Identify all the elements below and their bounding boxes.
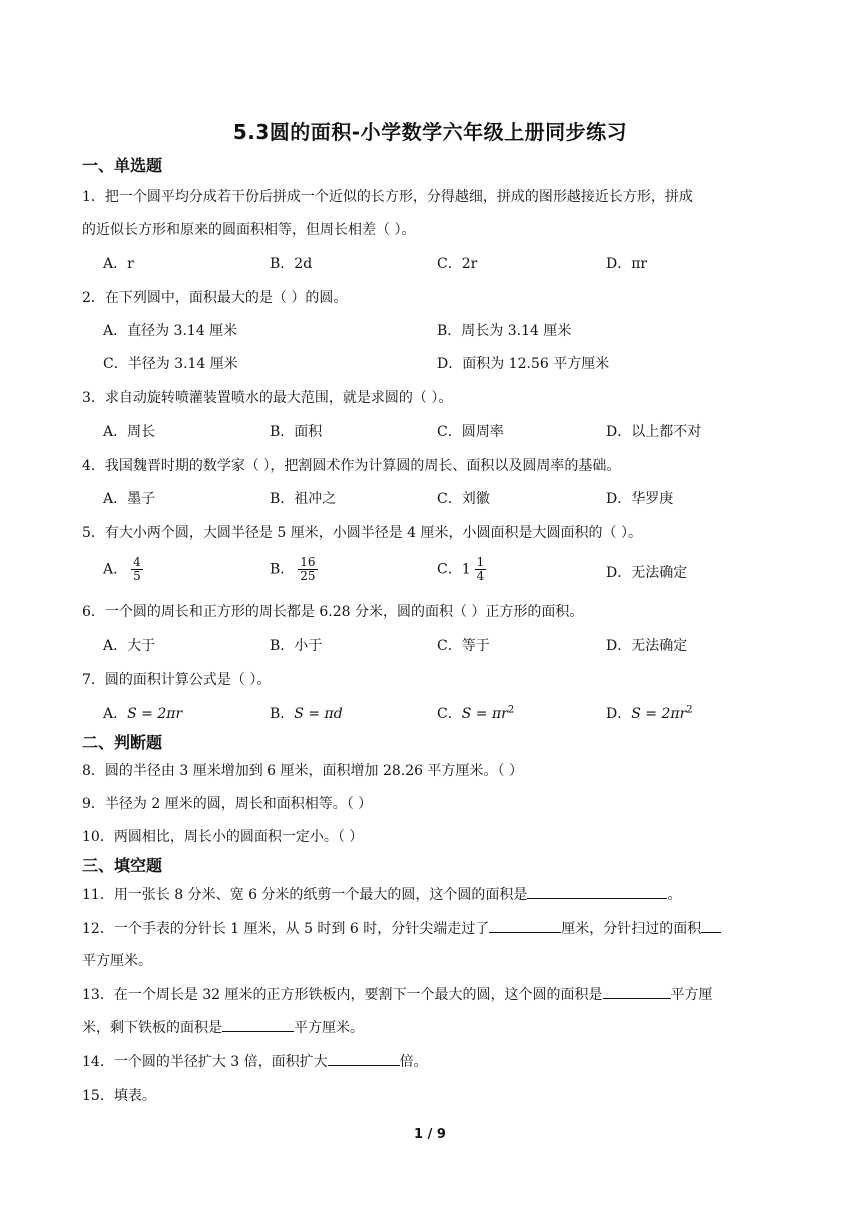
question-1-option-d: D．πr: [606, 256, 648, 272]
answer-blank[interactable]: [328, 1051, 400, 1066]
question-14-end: 倍。: [399, 1054, 428, 1070]
question-6-option-a: A．大于: [103, 638, 156, 654]
section-heading-single-choice: 一、单选题: [82, 156, 163, 175]
fraction-denominator: 4: [476, 569, 485, 583]
question-11-end: 。: [667, 887, 682, 903]
question-13-text: 13．在一个周长是 32 厘米的正方形铁板内，要割下一个最大的圆，这个圆的面积是: [82, 987, 603, 1003]
fraction: [475, 556, 487, 583]
question-13-unit: 平方厘: [670, 987, 713, 1003]
fraction-denominator: 5: [133, 569, 141, 583]
section-heading-true-false: 二、判断题: [82, 733, 163, 752]
question-2-option-b: B．周长为 3.14 厘米: [437, 323, 572, 339]
question-7-option-d: [606, 703, 693, 723]
question-14: [82, 1051, 782, 1071]
question-13-end: 平方厘米。: [294, 1020, 364, 1036]
answer-blank[interactable]: [222, 1017, 294, 1032]
question-6-option-d: D．无法确定: [606, 638, 688, 654]
question-7-option-b: [270, 703, 343, 723]
option-c-label: C．: [437, 706, 462, 722]
question-5-option-b: [270, 556, 318, 583]
question-2-line-1: 2．在下列圆中，面积最大的是（ ）的圆。: [82, 290, 348, 306]
question-7-line-1: 7．圆的面积计算公式是（ ）。: [82, 672, 271, 688]
question-2-option-a: A．直径为 3.14 厘米: [103, 323, 238, 339]
question-12-line-2: 平方厘米。: [82, 953, 152, 969]
option-b-label: B．: [270, 706, 295, 722]
answer-blank[interactable]: [701, 918, 721, 933]
fraction-numerator: 16: [300, 555, 316, 569]
question-2-option-d: D．面积为 12.56 平方厘米: [437, 356, 610, 372]
section-heading-fill-blank: 三、填空题: [82, 856, 163, 875]
question-1-option-a: A．r: [103, 256, 134, 272]
option-a-label: A．: [103, 561, 128, 578]
question-4-option-c: C．刘徽: [437, 491, 490, 507]
formula: S = πr: [461, 706, 508, 722]
question-8: 8．圆的半径由 3 厘米增加到 6 厘米，面积增加 28.26 平方厘米。（ ）: [82, 763, 523, 779]
answer-blank[interactable]: [489, 918, 561, 933]
question-9: 9．半径为 2 厘米的圆，周长和面积相等。（ ）: [82, 796, 373, 812]
question-5-option-c: [437, 556, 486, 583]
question-4-option-b: B．祖冲之: [270, 491, 337, 507]
fraction: [298, 556, 317, 583]
question-6-line-1: 6．一个圆的周长和正方形的周长都是 6.28 分米，圆的面积（ ）正方形的面积。: [82, 604, 584, 620]
question-12-line-1: [82, 918, 782, 938]
fraction-numerator: 1: [476, 555, 485, 569]
question-13-line-2: [82, 1017, 782, 1037]
question-12-text: 12．一个手表的分针长 1 厘米，从 5 时到 6 时，分针尖端走过了: [82, 921, 490, 937]
question-14-text: 14．一个圆的半径扩大 3 倍，面积扩大: [82, 1054, 328, 1070]
question-11-text: 11．用一张长 8 分米、宽 6 分米的纸剪一个最大的圆，这个圆的面积是: [82, 887, 528, 903]
fraction-numerator: 4: [133, 555, 141, 569]
option-b-label: B．: [270, 561, 295, 578]
answer-blank[interactable]: [603, 984, 671, 999]
option-d-label: D．: [606, 706, 632, 722]
answer-blank[interactable]: [527, 884, 667, 899]
question-15: 15．填表。: [82, 1088, 156, 1104]
fraction: [131, 556, 143, 583]
question-1-option-b: B．2d: [270, 256, 313, 272]
fraction-denominator: 25: [300, 569, 316, 583]
formula: S = 2πr: [631, 706, 687, 722]
question-2-option-c: C．半径为 3.14 厘米: [103, 356, 238, 372]
question-3-line-1: 3．求自动旋转喷灌装置喷水的最大范围，就是求圆的（ ）。: [82, 390, 453, 406]
question-11: [82, 884, 782, 904]
question-4-option-d: D．华罗庚: [606, 491, 674, 507]
question-3-option-a: A．周长: [103, 424, 156, 440]
formula-exponent: 2: [507, 704, 515, 716]
document-title: 5.3圆的面积-小学数学六年级上册同步练习: [232, 120, 628, 144]
question-13-line-1: [82, 984, 782, 1004]
question-3-option-d: D．以上都不对: [606, 424, 702, 440]
question-6-option-b: B．小于: [270, 638, 323, 654]
page-number: 1 / 9: [414, 1127, 446, 1142]
question-5-line-1: 5．有大小两个圆，大圆半径是 5 厘米，小圆半径是 4 厘米，小圆面积是大圆面积的（ ）。: [82, 525, 642, 541]
question-1-line-1: 1．把一个圆平均分成若干份后拼成一个近似的长方形，分得越细，拼成的图形越接近长方形，拼成: [82, 189, 693, 205]
question-4-line-1: 4．我国魏晋时期的数学家（ ），把割圆术作为计算圆的周长、面积以及圆周率的基础。: [82, 458, 621, 474]
question-6-option-c: C．等于: [437, 638, 490, 654]
formula: S = 2πr: [127, 706, 183, 722]
formula-exponent: 2: [686, 704, 693, 716]
question-5-option-d: D．无法确定: [606, 565, 688, 581]
question-1-line-2: 的近似长方形和原来的圆面积相等，但周长相差（ ）。: [82, 222, 416, 238]
question-10: 10．两圆相比，周长小的圆面积一定小。（ ）: [82, 829, 364, 845]
option-c-label: C．: [437, 561, 462, 578]
question-1-option-c: C．2r: [437, 256, 478, 272]
question-13-text-2: 米，剩下铁板的面积是: [82, 1020, 222, 1036]
question-4-option-a: A．墨子: [103, 491, 156, 507]
question-12-mid: 厘米，分针扫过的面积: [561, 921, 702, 937]
question-3-option-c: C．圆周率: [437, 424, 504, 440]
question-3-option-b: B．面积: [270, 424, 323, 440]
question-5-option-a: [103, 556, 143, 583]
option-a-label: A．: [103, 706, 128, 722]
formula: S = πd: [294, 706, 343, 722]
question-7-option-a: [103, 703, 182, 723]
mixed-number-whole: 1: [461, 561, 471, 578]
question-7-option-c: [437, 703, 514, 723]
